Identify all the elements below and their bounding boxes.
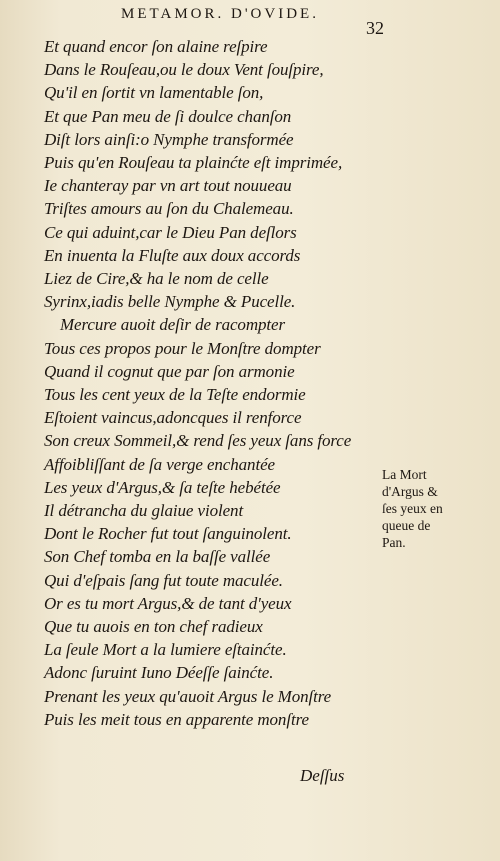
catchword: Deſſus — [300, 766, 345, 785]
verse-line: Qui d'eſpais ſang fut toute maculée. — [44, 570, 283, 590]
verse-line: Ie chanteray par vn art tout nouueau — [44, 176, 292, 196]
verse-line: Diſt lors ainſi:o Nymphe transformée — [44, 129, 294, 149]
verse-line: Prenant les yeux qu'auoit Argus le Monſtre — [44, 686, 332, 706]
marginal-note-line: d'Argus & — [382, 484, 438, 499]
verse-line: En inuenta la Fluſte aux doux accords — [44, 245, 301, 265]
page-number: 32 — [366, 18, 384, 38]
marginal-note-line: La Mort — [382, 467, 427, 482]
verse-line: Son Chef tomba en la baſſe vallée — [44, 547, 271, 567]
running-title: METAMOR. D'OVIDE. — [121, 6, 319, 22]
verse-line: Puis les meit tous en apparente monſtre — [44, 709, 309, 729]
verse-line: Que tu auois en ton chef radieux — [44, 617, 263, 636]
verse-line: Et que Pan meu de ſi doulce chanſon — [44, 106, 292, 126]
verse-line: Puis qu'en Rouſeau ta plainćte eſt imprimée, — [44, 153, 343, 172]
verse-line: Dans le Rouſeau,ou le doux Vent ſouſpire, — [44, 60, 324, 80]
verse-line: La ſeule Mort a la lumiere eſtainćte. — [44, 640, 287, 660]
verse-line: Syrinx,iadis belle Nymphe & Pucelle. — [44, 292, 296, 312]
marginal-note-line: Pan. — [382, 535, 406, 550]
verse-line: Dont le Rocher fut tout ſanguinolent. — [44, 524, 292, 544]
verse-line: Et quand encor ſon alaine reſpire — [44, 37, 268, 56]
verse-line: Mercure auoit deſir de racompter — [60, 315, 285, 335]
verse-line: Quand il cognut que par ſon armonie — [44, 361, 295, 381]
verse-line: Eſtoient vaincus,adoncques il renforce — [44, 408, 302, 428]
verse-line: Affoibliſſant de ſa verge enchantée — [44, 454, 275, 474]
verse-line: Triſtes amours au ſon du Chalemeau. — [44, 199, 294, 219]
verse-line: Son creux Sommeil,& rend ſes yeux ſans force — [44, 431, 352, 451]
verse-line: Ce qui aduint,car le Dieu Pan deſlors — [44, 222, 297, 242]
verse-line: Liez de Cire,& ha le nom de celle — [44, 269, 269, 288]
marginal-note-line: ſes yeux en — [382, 501, 443, 516]
verse-line: Il détrancha du glaiue violent — [44, 501, 244, 520]
verse-line: Or es tu mort Argus,& de tant d'yeux — [44, 593, 292, 613]
verse-line: Adonc ſuruint Iuno Déeſſe ſainćte. — [44, 663, 274, 683]
verse-line: Tous les cent yeux de la Teſte endormie — [44, 385, 306, 404]
verse-line: Les yeux d'Argus,& ſa teſte hebétée — [44, 477, 281, 497]
verse-line: Tous ces propos pour le Monſtre dompter — [44, 338, 321, 358]
marginal-note-line: queue de — [382, 518, 431, 533]
marginal-note — [382, 466, 492, 551]
verse-line: Qu'il en ſortit vn lamentable ſon, — [44, 83, 264, 103]
